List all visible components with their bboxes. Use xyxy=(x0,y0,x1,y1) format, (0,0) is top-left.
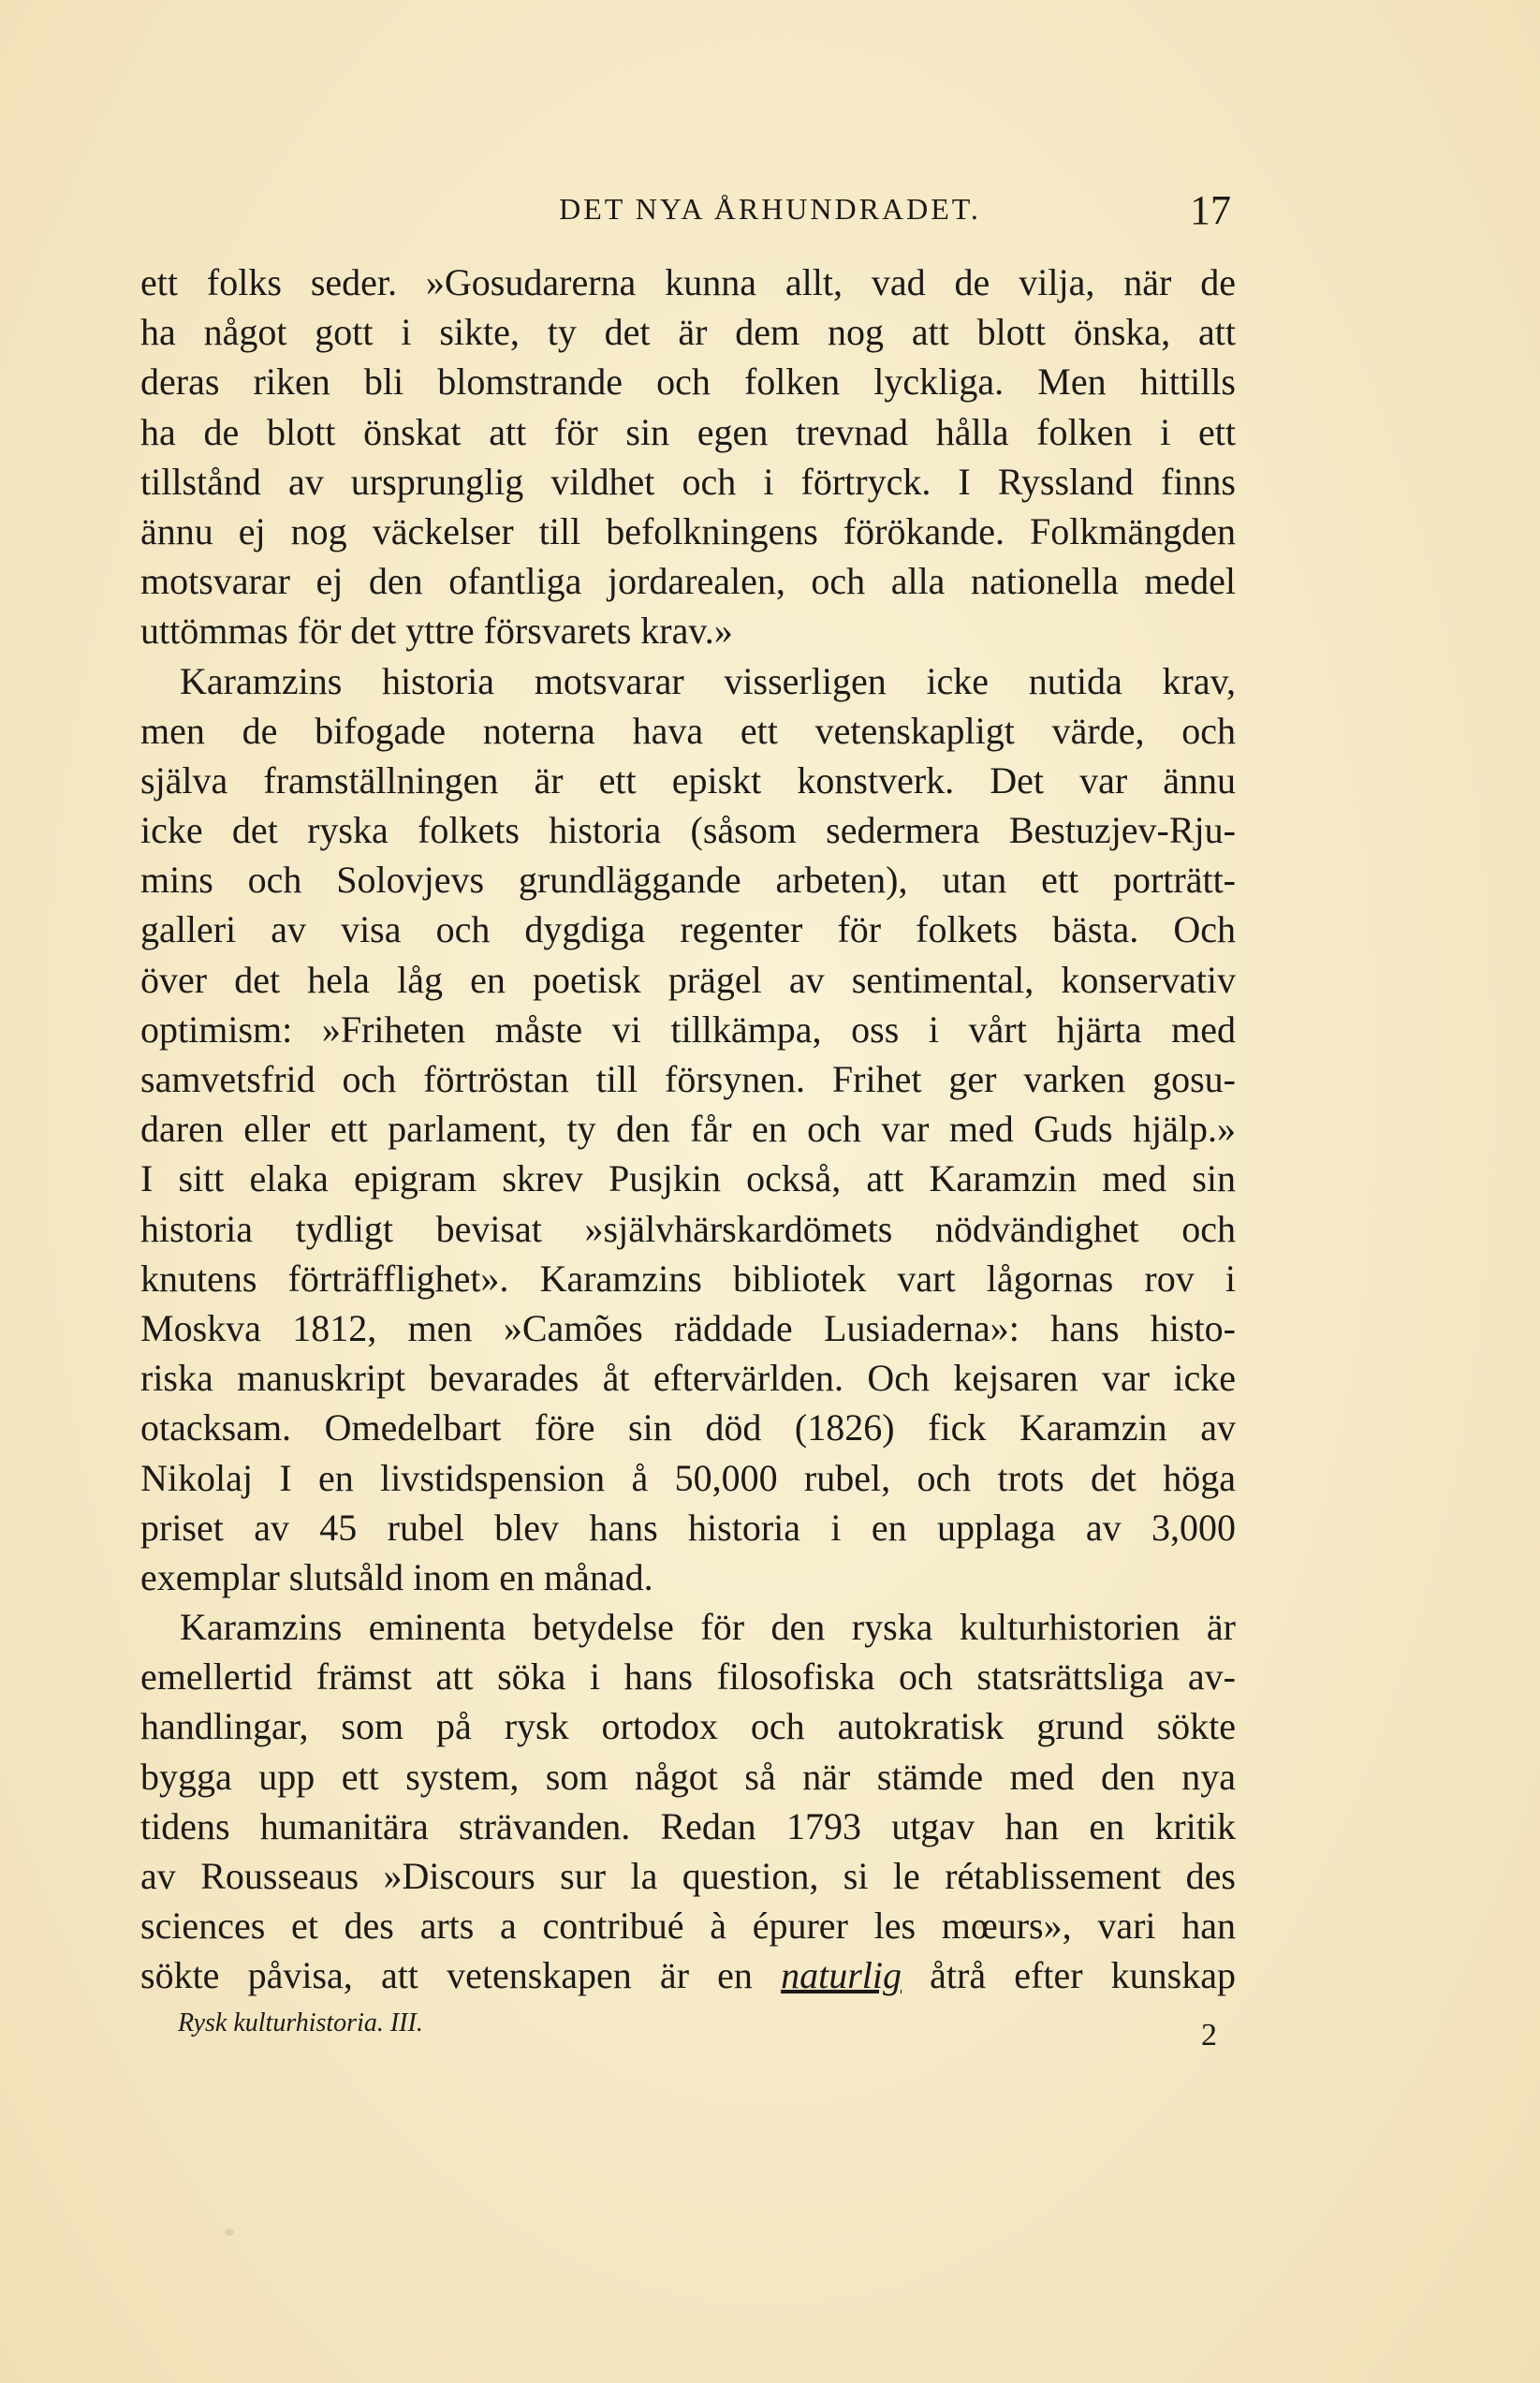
text-line: tillstånd av ursprunglig vildhet och i förtryck. I Ryssland finns xyxy=(140,460,1236,503)
text-line: motsvarar ej den ofantliga jordarealen, och alla nationella medel xyxy=(140,560,1236,603)
text-line: ha något gott i sikte, ty det är dem nog att blott önska, att xyxy=(140,311,1236,354)
running-head: DET NYA ÅRHUNDRADET. xyxy=(559,192,981,226)
text-line: ett folks seder. »Gosudarerna kunna allt, vad de vilja, när de xyxy=(140,261,1236,303)
text-line: Moskva 1812, men »Camões räddade Lusiaderna»: hans histo- xyxy=(140,1306,1236,1349)
page-number: 17 xyxy=(1190,187,1231,233)
text-line: daren eller ett parlament, ty den får en och var med Guds hjälp.» xyxy=(140,1108,1236,1151)
text-line: exemplar slutsåld inom en månad. xyxy=(140,1555,653,1598)
text-line: uttömmas för det yttre försvarets krav.» xyxy=(140,610,733,653)
text-line: handlingar, som på rysk ortodox och autokratisk grund sökte xyxy=(140,1705,1236,1748)
paper-stain xyxy=(225,2229,234,2236)
text-line: sciences et des arts a contribué à épurer les mœurs», vari han xyxy=(140,1905,1236,1948)
text-line: otacksam. Omedelbart före sin död (1826) fick Karamzin av xyxy=(140,1406,1236,1449)
text-line: icke det ryska folkets historia (såsom sedermera Bestuzjev-Rju- xyxy=(140,809,1236,852)
text-line: historia tydligt bevisat »självhärskardömets nödvändighet och xyxy=(140,1207,1236,1250)
text-line: ha de blott önskat att för sin egen trevnad hålla folken i ett xyxy=(140,410,1236,453)
text-line-final xyxy=(140,1950,1236,2000)
text-line: knutens förträfflighet». Karamzins bibliotek vart lågornas rov i xyxy=(140,1257,1236,1300)
text-line: galleri av visa och dygdiga regenter för folkets bästa. Och xyxy=(140,908,1236,951)
text-line: ännu ej nog väckelser till befolkningens förökande. Folkmängden xyxy=(140,509,1236,552)
text-line: priset av 45 rubel blev hans historia i en upplaga av 3,000 xyxy=(140,1506,1236,1549)
text-line: I sitt elaka epigram skrev Pusjkin också, att Karamzin med sin xyxy=(140,1157,1236,1200)
text-line: Karamzins eminenta betydelse för den ryska kulturhistorien är xyxy=(180,1606,1236,1649)
text-line: Nikolaj I en livstidspension å 50,000 rubel, och trots det höga xyxy=(140,1456,1236,1499)
text-line: mins och Solovjevs grundläggande arbeten), utan ett porträtt- xyxy=(140,859,1236,902)
text-line: Karamzins historia motsvarar visserligen icke nutida krav, xyxy=(180,659,1236,702)
text-line: över det hela låg en poetisk prägel av sentimental, konservativ xyxy=(140,958,1236,1001)
text-line: optimism: »Friheten måste vi tillkämpa, oss i vårt hjärta med xyxy=(140,1008,1236,1051)
text-line: själva framställningen är ett episkt konstverk. Det var ännu xyxy=(140,758,1236,802)
text-line: emellertid främst att söka i hans filosofiska och statsrättsliga av- xyxy=(140,1655,1236,1699)
text-line: bygga upp ett system, som något så när stämde med den nya xyxy=(140,1755,1236,1798)
text-line: samvetsfrid och förtröstan till försynen. Frihet ger varken gosu- xyxy=(140,1058,1236,1100)
page-header xyxy=(0,187,1540,239)
signature-mark: Rysk kulturhistoria. III. xyxy=(178,2008,423,2037)
page-footer xyxy=(178,2008,1217,2055)
text-line: riska manuskript bevarades åt eftervärlden. Och kejsaren var icke xyxy=(140,1357,1236,1400)
sheet-number: 2 xyxy=(1201,2018,1217,2052)
text-line: men de bifogade noterna hava ett vetenskapligt värde, och xyxy=(140,709,1236,752)
body-text xyxy=(140,257,1236,2001)
text-segment: åtrå efter kunskap xyxy=(902,1954,1237,1997)
text-line: av Rousseaus »Discours sur la question, si le rétablissement des xyxy=(140,1855,1236,1897)
text-line: deras riken bli blomstrande och folken lyckliga. Men hittills xyxy=(140,360,1236,404)
text-segment: sökte påvisa, att vetenskapen är en xyxy=(140,1954,782,1997)
underlined-italic-word: naturlig xyxy=(781,1954,902,1997)
text-line: tidens humanitära strävanden. Redan 1793 utgav han en kritik xyxy=(140,1804,1236,1847)
